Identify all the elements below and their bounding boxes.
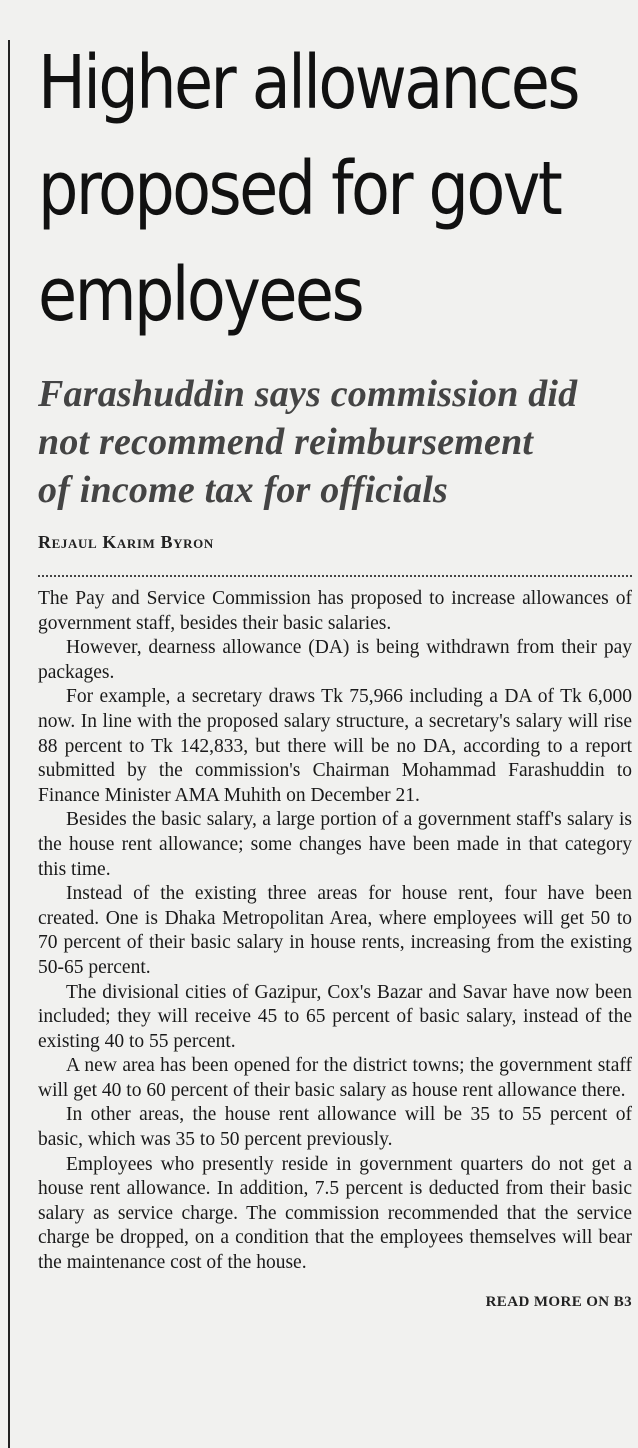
body-paragraph-6: The divisional cities of Gazipur, Cox's Bazar and Savar have now been included; they will receive 45 to 65 percent of basic salary, instead of the existing 40 to 55 percent. [38,981,632,1052]
read-more-link[interactable]: READ MORE ON B3 [485,1293,632,1310]
headline [38,30,631,348]
body-paragraph-9: Employees who presently reside in government quarters do not get a house rent allowance. In addition, 7.5 percent is deducted from their basic salary as service charge. The commission recommended that the service charge be dropped, on a condition that the employees themselves will bear the maintenance cost of the house. [38,1153,632,1274]
subheadline-line-3: of income tax for officials [38,469,448,511]
subheadline-line-2: not recommend reimbursement [38,421,534,463]
body-paragraph-4: Besides the basic salary, a large portion of a government staff's salary is the house rent allowance; some changes have been made in that category this time. [38,809,632,880]
headline-line-3: employees [38,252,363,338]
body-paragraph-7: A new area has been opened for the district towns; the government staff will get 40 to 60 percent of their basic salary as house rent allowance there. [38,1055,632,1101]
byline: Rejaul Karim Byron [38,532,214,552]
body-paragraph-8: In other areas, the house rent allowance will be 35 to 55 percent of basic, which was 35 to 50 percent previously. [38,1104,632,1151]
headline-line-1: Higher allowances [38,40,578,126]
article-body [38,587,632,1276]
body-paragraph-2: However, dearness allowance (DA) is being withdrawn from their pay packages. [38,637,632,683]
subheadline-line-1: Farashuddin says commission did [38,373,578,415]
body-paragraph-3: For example, a secretary draws Tk 75,966 including a DA of Tk 6,000 now. In line with the proposed salary structure, a secretary's salary will rise 88 percent to Tk 142,833, but there will be no DA, according to a report submitted by the commission's Chairman Mohammad Farashuddin to Finance Minister AMA Muhith on December 21. [38,686,632,806]
body-paragraph-1: The Pay and Service Commission has proposed to increase allowances of government staff, besides their basic salaries. [38,588,632,634]
body-paragraph-5: Instead of the existing three areas for house rent, four have been created. One is Dhaka Metropolitan Area, where employees will get 50 to 70 percent of their basic salary in house rents, increasing from the existing 50-65 percent. [38,883,632,978]
subheadline [38,370,632,514]
column-rule [8,40,10,1448]
headline-line-2: proposed for govt [38,146,561,232]
article [38,30,632,1311]
dotted-divider [38,575,632,577]
